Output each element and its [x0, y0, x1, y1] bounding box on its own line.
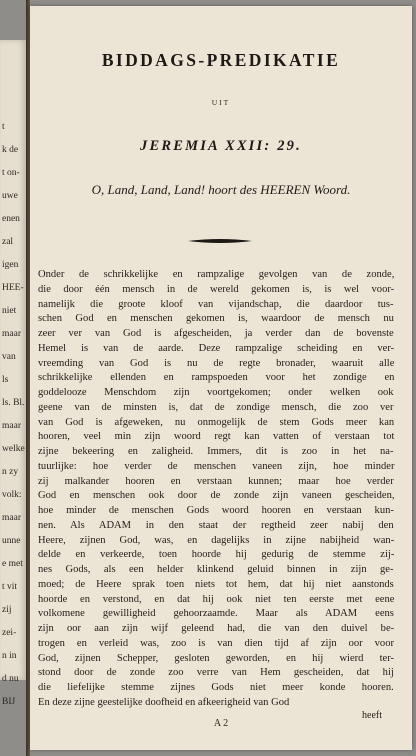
text-line: zijne bekeering en zaligheid. Immers, dit is zoo in het na-: [38, 446, 394, 457]
facing-page-fragment: ls. Bl.: [2, 398, 25, 408]
facing-page-fragment: unne: [2, 536, 21, 546]
book-page: [30, 6, 412, 750]
scripture-reference: JEREMIA XXII: 29.: [140, 138, 302, 154]
facing-page-fragment: n zy: [2, 467, 19, 477]
text-line: die door één mensch in de wereld gekomen is, is wel voor-: [38, 283, 395, 295]
facing-page-fragment: enen: [2, 214, 20, 224]
text-line: geene van de minsten is, dat de zondige mensch, die zoo ver: [38, 401, 394, 413]
sermon-title: BIDDAGS-PREDIKATIE: [101, 50, 341, 70]
facing-page-fragment: maar: [2, 329, 21, 339]
catchword: heeft: [362, 710, 382, 721]
text-line: nes Gods, als een helder klinkend geluid binnen in zijn ge-: [38, 564, 394, 575]
rule-ornament: [188, 238, 252, 244]
facing-page-fragment: niet: [2, 306, 17, 316]
text-line: schen God en menschen gekomen is, waardoor de mensch nu: [38, 313, 394, 325]
facing-page-fragment: volk:: [2, 490, 22, 500]
text-line: die liefelijke stemme zijnes Gods niet meer konde hooren.: [38, 682, 394, 693]
text-line: Hemel is van de aarde. Deze rampzalige scheiding en ver-: [38, 342, 395, 354]
text-line: En deze zijne geestelijke doofheid en afkeerigheid van God: [38, 696, 290, 708]
facing-page-fragment: maar: [2, 513, 21, 523]
facing-page-fragment: t on-: [2, 168, 20, 178]
text-line: tuurlijke: hoe verder de menschen vaneen zijn, hoe minder: [38, 460, 395, 472]
facing-page-fragment: welke: [2, 444, 25, 454]
text-line: hoe minder de menschen Gods woord hooren en verstaan kun-: [38, 505, 394, 516]
facing-page-fragment: HEE-: [2, 283, 24, 293]
text-line: trogen en verleid was, zoo is van dien tijd af zijn oor voor: [38, 637, 394, 649]
text-line: zijn oor aan zijn wijf geleend had, die van den duivel be-: [38, 623, 395, 634]
scripture-verse: O, Land, Land, Land! hoort des HEEREN Woord.: [91, 182, 351, 197]
text-line: delde en verkeerde, toen hoorde hij gedurig de stemme zij-: [38, 549, 395, 561]
text-line: zeer ver van God is afgescheiden, ja verder dan de bovenste: [38, 328, 394, 339]
signature-mark: A 2: [213, 718, 229, 729]
facing-page-fragment: t vit: [2, 582, 18, 592]
facing-page-fragment: d nu: [2, 674, 19, 684]
text-line: nen. Als ADAM in den staat der regtheid zeer nabij den: [38, 519, 394, 531]
text-line: namelijk die groote kloof van vijandschap, die daardoor tus-: [38, 298, 394, 310]
text-line: zij malkander hooren en verstaan kunnen; maar hoe verder: [38, 475, 394, 487]
facing-page-edge: [0, 40, 26, 707]
text-line: Heere, zijnen God, was, en dagelijks in zijne nabijheid wan-: [38, 534, 395, 546]
text-line: vreemding van God is nu de regte bronader, waaruit alle: [38, 357, 395, 369]
facing-page-fragment: BIJ: [2, 697, 16, 707]
facing-page-fragment: zei-: [2, 628, 17, 638]
text-line: hoorde en verstond, en dat hij ook niet ten eerste met eene: [38, 593, 395, 605]
text-line: stond door de zonde zoo verre van Hem gescheiden, dat hij: [38, 667, 394, 679]
text-line: hooren, veel min zijn woord regt kan vatten of verstaan tot: [38, 431, 395, 443]
facing-page-fragment: zal: [2, 237, 14, 247]
facing-page-fragment: ls: [2, 375, 9, 385]
text-line: goddelooze Menschdom zijn voortgekomen; onder welken ook: [38, 387, 394, 398]
facing-page-fragment: n in: [2, 651, 17, 661]
text-line: schrikkelijke ellenden en rampspoeden voor het zondige en: [38, 372, 395, 384]
text-line: volkomene gewilligheid gehoorzaamde. Maar als ADAM eens: [38, 608, 394, 620]
from-label: UIT: [211, 98, 231, 107]
text-line: Onder de schrikkelijke en rampzalige gevolgen van de zonde,: [38, 269, 395, 280]
facing-page-fragment: zij: [2, 605, 12, 615]
facing-page-fragment: t: [2, 122, 5, 132]
facing-page-fragment: van: [2, 352, 16, 362]
text-line: God, zijnen Schepper, gesloten geworden, en hij wierd ter-: [38, 652, 395, 664]
facing-page-fragment: uwe: [2, 191, 18, 201]
facing-page-fragment: maar: [2, 421, 21, 431]
facing-page-fragment: e met: [2, 559, 23, 569]
text-line: van God is afgeweken, nu onmogelijk de stem Gods meer kan: [38, 416, 395, 428]
facing-page-fragment: igen: [2, 260, 19, 270]
facing-page-fragment: k de: [2, 145, 19, 155]
text-line: moed; de Heere sprak toen niets tot hem, dat hij niet aanstonds: [38, 578, 394, 590]
text-line: God en menschen ook door de zonde zijn vaneen gescheiden,: [38, 490, 395, 502]
